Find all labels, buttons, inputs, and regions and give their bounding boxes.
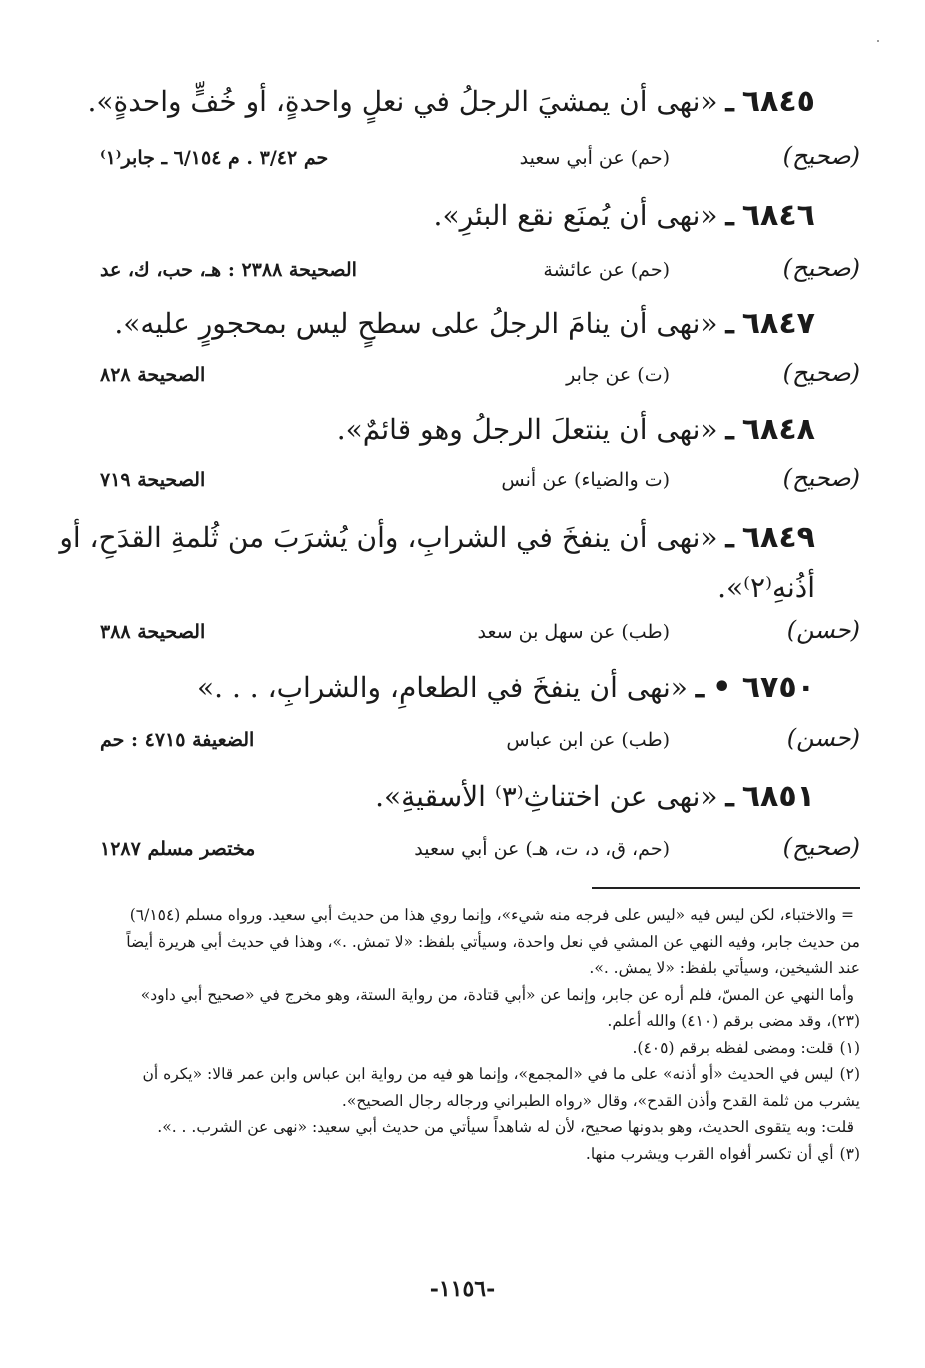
hadith-entry-6847 — [100, 302, 815, 346]
entry-meta-6846 — [100, 250, 860, 290]
footnote-text: قلت: ومضى لفظه برقم (٤٠٥). — [632, 1038, 834, 1057]
hadith-entry-6750 — [100, 666, 815, 710]
hadith-entry-6849 — [59, 516, 815, 560]
grade-label: (صحيح) — [782, 254, 860, 282]
grade-label: (صحيح) — [782, 142, 860, 170]
hadith-entry-6845 — [87, 80, 815, 124]
grade-label: (حسن) — [786, 724, 860, 752]
reference-label: الصحيحة ٣٨٨ — [100, 621, 206, 643]
footnote-mark: (٢) — [839, 1065, 860, 1083]
footnote-2-comment — [108, 1114, 860, 1141]
source-label: (حم، ق، د، ت، هـ) عن أبي سعيد — [414, 838, 670, 860]
hadith-entry-6851 — [100, 775, 815, 819]
footnote-3 — [108, 1141, 860, 1168]
footnote-text: قلت: وبه يتقوى الحديث، وهو بدونها صحيح، لأن له شاهداً سيأتي من حديث أبي سعيد: «نهى عن الشرب. . .». — [157, 1118, 854, 1136]
hadith-text: «نهى أن ينامَ الرجلُ على سطحٍ ليس بمحجورٍ عليه». — [114, 307, 718, 340]
footnote-mark: (٣) — [839, 1144, 860, 1163]
entry-meta-6849 — [100, 612, 860, 652]
footnote-text: = والاختباء، لكن ليس فيه «ليس على فرجه منه شيء»، وإنما روي هذا من حديث أبي سعيد. ورواه مسلم (٦/١٥٤) من حديث جابر، وفيه النهي عن المشي في نعل واحدة، وسيأتي بلفظ: «لا تمش. .»، وهذا في حديث أبي هريرة أيضاً عند الشيخين، وسيأتي بلفظ: «لا يمش. .». — [126, 906, 860, 977]
footnote-continuation — [108, 902, 860, 982]
page-number: -١١٥٦- — [429, 1276, 496, 1302]
entry-meta-6750 — [100, 720, 860, 760]
hadith-text: «نهى أن ينتعلَ الرجلُ وهو قائمٌ». — [336, 413, 718, 446]
source-label: (ت والضياء) عن أنس — [501, 469, 670, 491]
hadith-entry-6849-continued — [100, 566, 815, 610]
dash: ـ — [725, 521, 734, 554]
reference-label: الضعيفة ٤٧١٥ : حم — [100, 729, 255, 751]
hadith-text: «نهى عن اختناثِ⁽٣⁾ الأسقيةِ». — [375, 780, 718, 813]
grade-label: (صحيح) — [782, 833, 860, 861]
footnote-text: أي أن تكسر أفواه القرب ويشرب منها. — [585, 1144, 834, 1163]
hadith-number: ٦٨٤٧ — [741, 306, 815, 341]
dash: ـ — [695, 671, 705, 704]
source-label: (حم) عن عائشة — [543, 259, 670, 281]
reference-label: الصحيحة ٨٢٨ — [100, 364, 206, 386]
source-label: (ت) عن جابر — [566, 364, 670, 386]
hadith-number: ٦٨٥١ — [741, 779, 815, 814]
footnote-mark: (١) — [839, 1038, 860, 1057]
hadith-entry-6848 — [100, 408, 815, 452]
hadith-text: «نهى أن يُمنَع نقع البئرِ». — [433, 199, 718, 232]
footnote-text: ليس في الحديث «أو أذنه» على ما في «المجمع»، وإنما هو فيه من رواية ابن عباس وابن عمر قالا: «يكره أن يشرب من ثلمة القدح وأذن القدح»، وقال «رواه الطبراني ورجاله رجال الصحيح». — [142, 1065, 860, 1110]
footnote-2 — [108, 1061, 860, 1114]
reference-label: مختصر مسلم ١٢٨٧ — [100, 838, 256, 860]
entry-meta-6848 — [100, 460, 860, 500]
hadith-number: ٦٨٤٦ — [741, 198, 815, 233]
reference-label: الصحيحة ٢٣٨٨ : هـ، حب، ك، عد — [100, 259, 357, 281]
hadith-text-continued: أذُنهِ⁽٢⁾». — [717, 571, 815, 604]
hadith-text: «نهى أن يمشيَ الرجلُ في نعلٍ واحدةٍ، أو خُفٍّ واحدةٍ». — [87, 85, 718, 118]
source-label: (حم) عن أبي سعيد — [519, 147, 670, 169]
source-label: (طب) عن سهل بن سعد — [477, 621, 670, 643]
dash: ـ — [725, 85, 734, 118]
hadith-entry-6846 — [100, 194, 815, 238]
grade-label: (صحيح) — [782, 359, 860, 387]
dash: ـ — [725, 413, 734, 446]
source-label: (طب) عن ابن عباس — [506, 729, 670, 751]
dash: ـ — [725, 780, 734, 813]
footnote-1 — [108, 1035, 860, 1062]
reference-label: حم ٣/٤٢ . م ٦/١٥٤ ـ جابر⁽١⁾ — [100, 147, 329, 169]
grade-label: (صحيح) — [782, 464, 860, 492]
grade-label: (حسن) — [786, 616, 860, 644]
footnote-paragraph — [108, 982, 860, 1035]
entry-meta-6851 — [100, 829, 860, 869]
dash: ـ — [725, 199, 734, 232]
hadith-text: «نهى أن ينفخَ في الطعامِ، والشرابِ، . . .» — [197, 671, 688, 704]
dash: ـ — [725, 307, 734, 340]
hadith-number: ٦٨٤٨ — [741, 412, 815, 447]
hadith-text: «نهى أن ينفخَ في الشرابِ، وأن يُشرَبَ من ثُلمةِ القدَحِ، أو — [59, 521, 718, 554]
footnotes — [108, 902, 860, 1167]
hadith-number: ٦٨٤٥ — [741, 84, 815, 119]
scan-mark — [877, 40, 879, 42]
footnote-divider — [592, 887, 860, 889]
footnote-text: وأما النهي عن المسّ، فلم أره عن جابر، وإنما عن «أبي قتادة، من رواية الستة، وهو مخرج في «صحيح أبي داود» (٢٣)، وقد مضى برقم (٤١٠) والله أعلم. — [140, 985, 860, 1030]
hadith-number: ٦٧٥٠ • — [712, 670, 815, 705]
hadith-number: ٦٨٤٩ — [741, 520, 815, 555]
reference-label: الصحيحة ٧١٩ — [100, 469, 206, 491]
entry-meta-6847 — [100, 355, 860, 395]
entry-meta-6845 — [100, 138, 860, 178]
